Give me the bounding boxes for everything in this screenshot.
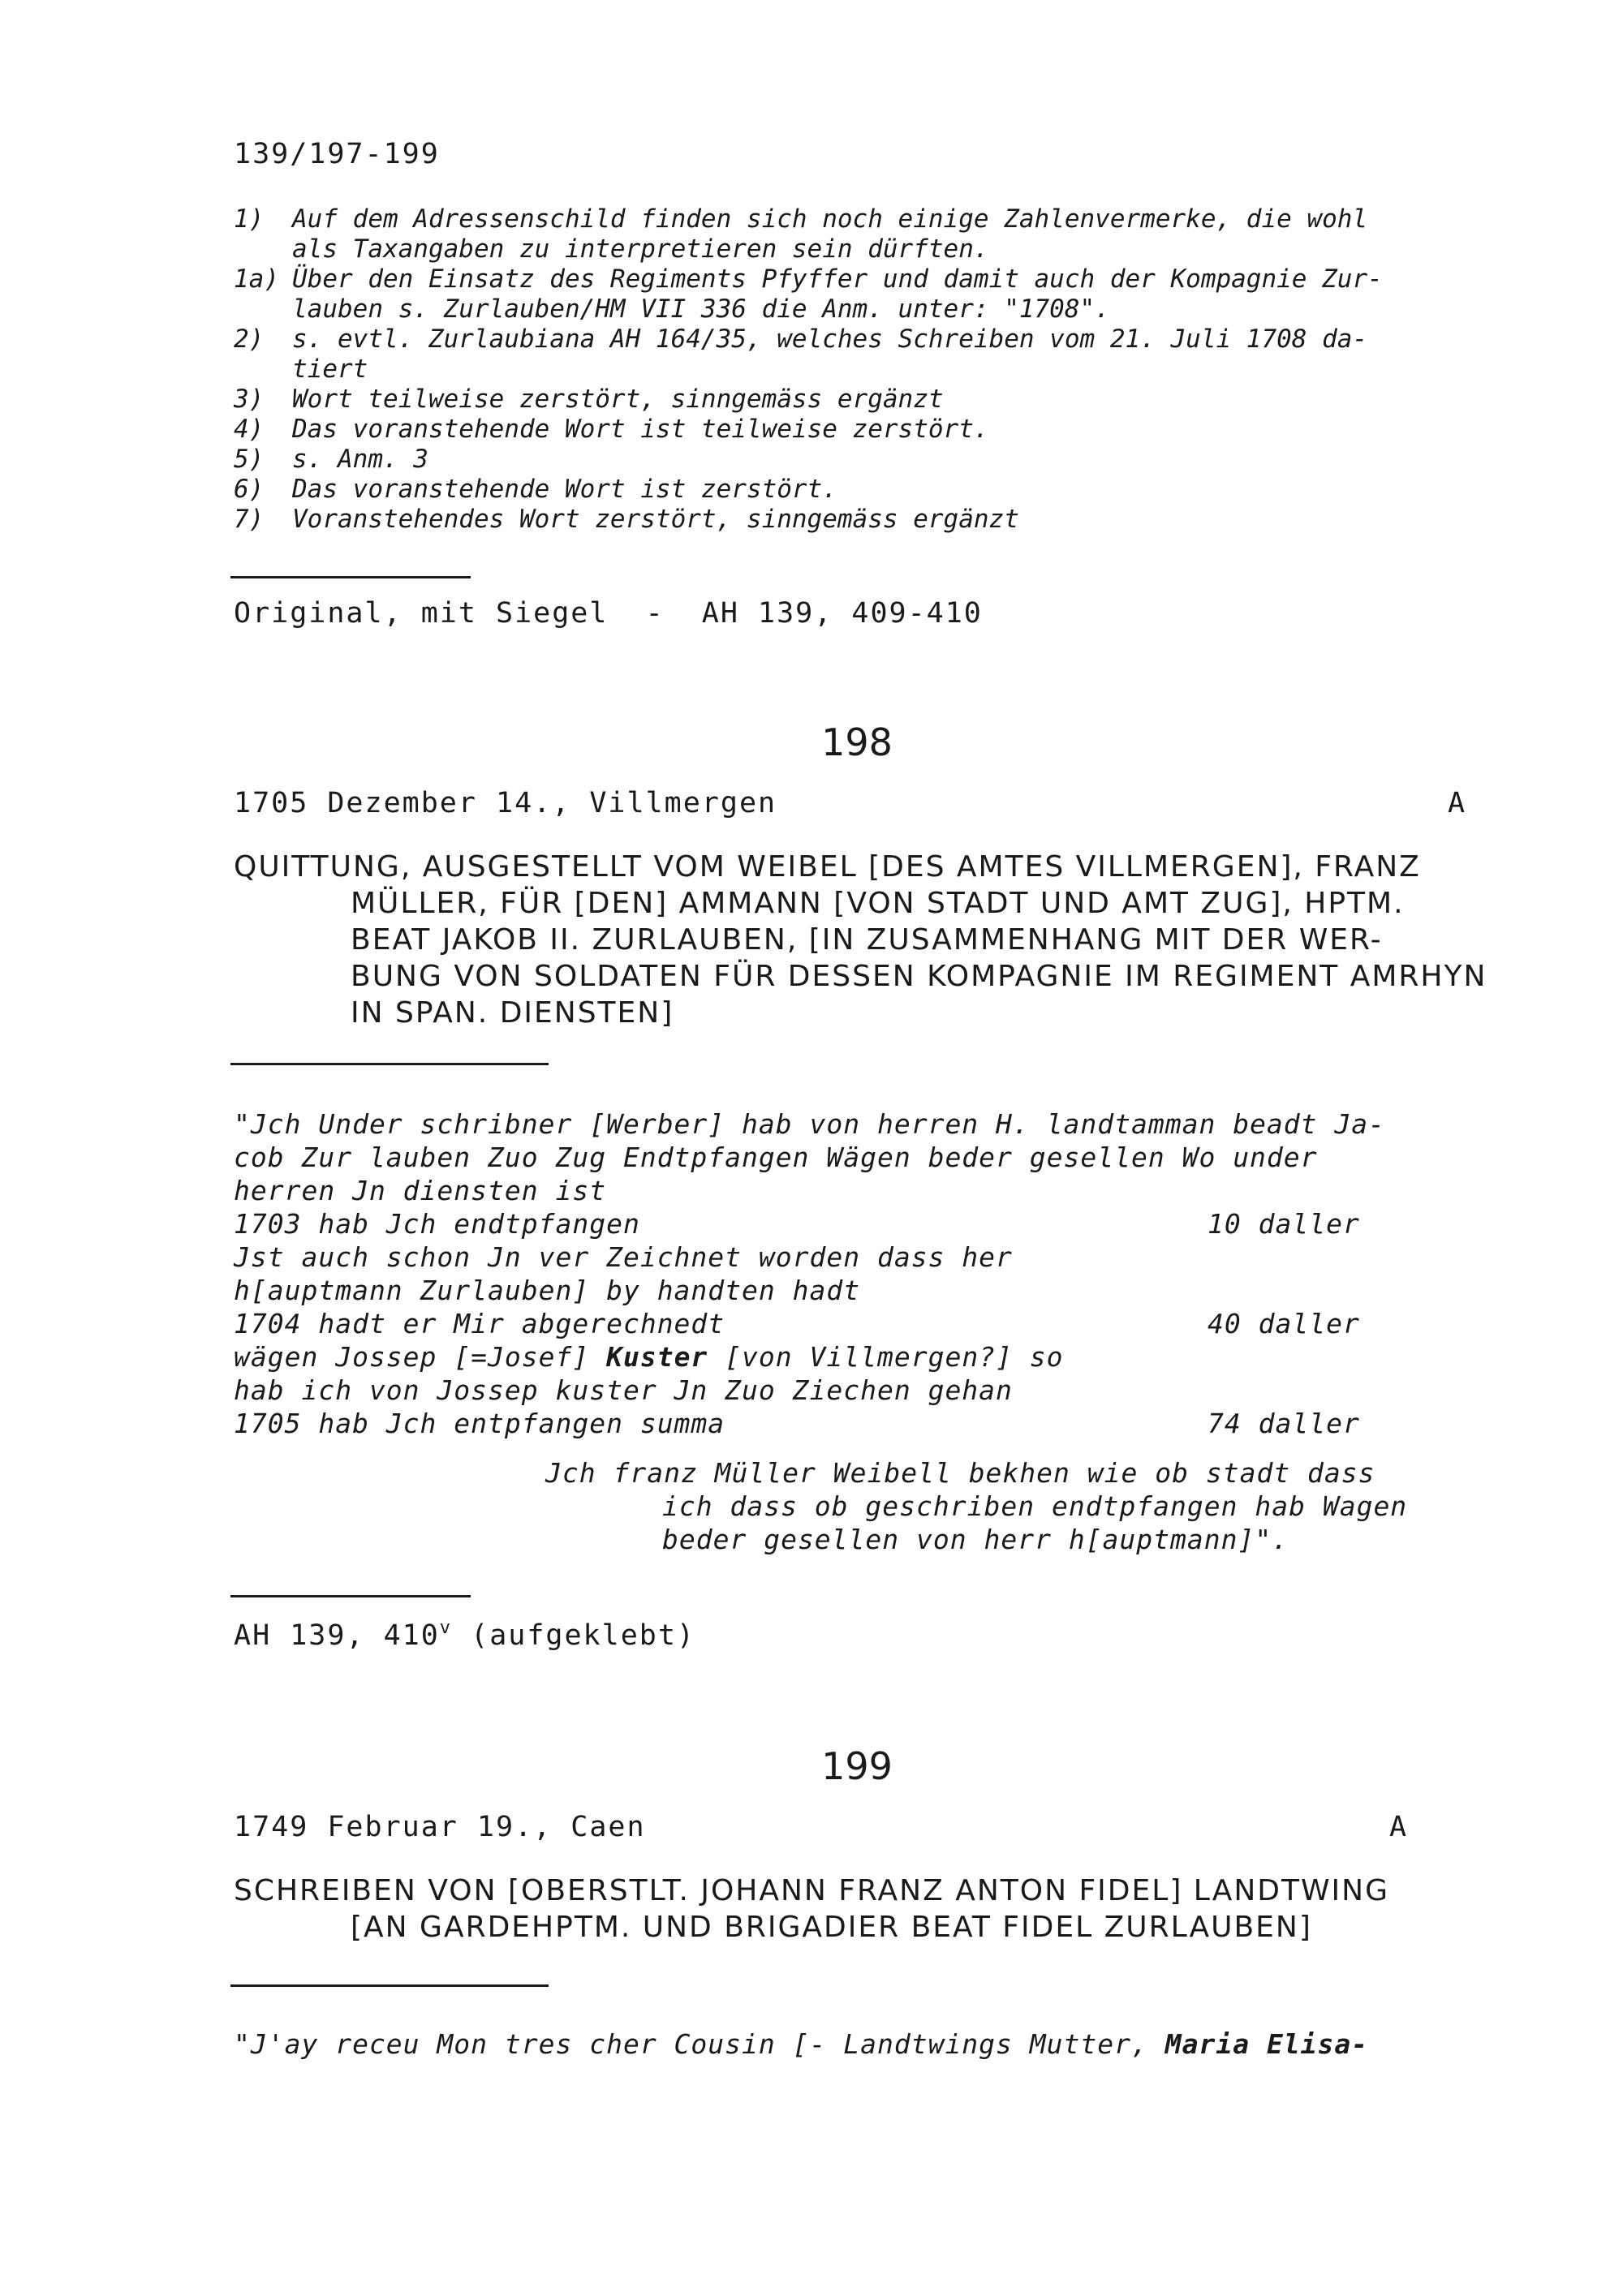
emphasized-name: Kuster bbox=[606, 1341, 708, 1373]
amount-1703: 10 daller bbox=[1208, 1208, 1360, 1240]
document-number: 198 bbox=[821, 720, 893, 764]
separator-rule bbox=[230, 1595, 471, 1597]
category-label: A bbox=[1389, 1811, 1407, 1843]
amount-1704: 40 daller bbox=[1208, 1308, 1360, 1339]
quote-text: "J'ay receu Mon tres cher Cousin [- Landtwings Mutter, Maria Elisa- bbox=[234, 2028, 1369, 2060]
separator-rule bbox=[230, 1984, 549, 1987]
source-note: AH 139, 410$^v$ (aufgeklebt) bbox=[234, 1618, 695, 1652]
document-page: 139/197-199 1) Auf dem Adressenschild finden sich noch einige Zahlenvermerke, die wohl als Taxangaben zu interpretieren sein dürften. 1a) Über den Einsatz des Regiments Pfyffer und damit auch der Kompagnie Zur- lauben s. Zurlauben/HM VII 336 die Anm. unter: "1708". 2) s. evtl. Zurlaubiana AH 164/35, welches Schreiben vom 21. Juli 1708 da- tiert 3) Wort teilweise zerstört, sinngemäss ergänzt 4) Das voranstehende Wort ist teilweise zerstört. 5) s. Anm. 3 6) Das voranstehende Wort ist zerstört. 7) Voranstehendes Wort zerstört, sinngemäss ergänzt Original, mit Siegel - AH 139, 409-410 198 1705 Dezember 14., Villmergen A QUITTUNG, AUSGESTELLT VOM WEIBEL [DES AMTES VILLMERGEN], FRANZ MÜLLER, FÜR [DEN] AMMANN [VON STADT UND AMT ZUG], HPTM. BEAT JAKOB II. ZURLAUBEN, [IN ZUSAMMENHANG MIT DER WER- BUNG VON SOLDATEN FÜR DESSEN KOMPAGNIE IM REGIMENT AMRHYN IN SPAN. DIENSTEN] "Jch Under schribner [Werber] hab von herren H. landtamman beadt Ja- cob Zur lauben Zuo Zug Endtpfangen Wägen beder gesellen Wo under herren Jn diensten ist 1703 hab Jch endtpfangen 10 daller Jst auch schon Jn ver Zeichnet worden dass her h[auptmann Zurlauben] by handten hadt 1704 hadt er Mir abgerechnedt 40 daller wägen Jossep [=Josef] Kuster [von Villmergen?] so hab ich von Jossep kuster Jn Zuo Ziechen gehan 1705 hab Jch entpfangen summa 74 daller Jch franz Müller Weibell bekhen wie ob stadt dass ich dass ob geschriben endtpfangen hab Wagen beder gesellen von herr h[auptmann]". AH 139, 410$^v$ (aufgeklebt) 199 1749 Februar 19., Caen A SCHREIBEN VON [OBERSTLT. JOHANN FRANZ ANTON FIDEL] LANDTWING [AN GARDEHPTM. UND BRIGADIER BEAT FIDEL ZURLAUBEN] "J'ay receu Mon tres cher Cousin [- Landtwings Mutter, Maria Elisa- bbox=[0, 0, 1623, 2296]
separator-rule bbox=[230, 1063, 549, 1065]
dateline: 1749 Februar 19., Caen bbox=[234, 1811, 646, 1843]
emphasized-name: Maria Elisa- bbox=[1165, 2028, 1369, 2060]
category-label: A bbox=[1448, 787, 1466, 819]
source-note: Original, mit Siegel - AH 139, 409-410 bbox=[234, 597, 983, 630]
page-reference: 139/197-199 bbox=[234, 138, 440, 170]
amount-1705: 74 daller bbox=[1208, 1408, 1360, 1439]
separator-rule bbox=[230, 576, 471, 578]
document-number: 199 bbox=[821, 1744, 893, 1788]
dateline: 1705 Dezember 14., Villmergen bbox=[234, 787, 777, 819]
